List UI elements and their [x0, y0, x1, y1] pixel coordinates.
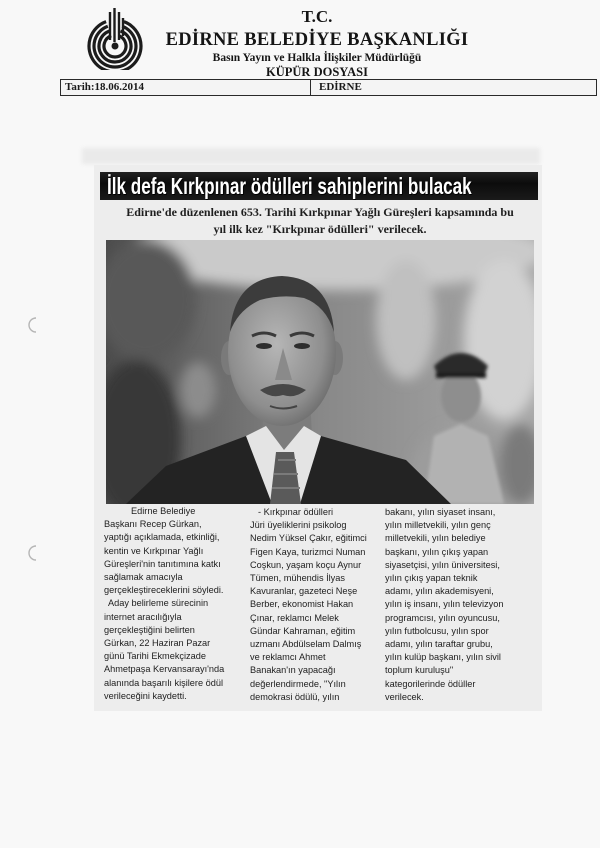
column-2-line: Figen Kaya, turizmci Numan [250, 546, 366, 557]
column-2-line: demokrasi ödülü, yılın [250, 691, 340, 702]
punch-hole-mark [24, 544, 42, 562]
column-1-line: alanında başarılı kişilere ödül [104, 677, 223, 688]
column-2-line: Coşkun, yaşam koçu Aynur [250, 559, 362, 570]
column-1-line: verileceğini kaydetti. [104, 690, 187, 701]
column-1-line: Edirne Belediye [131, 506, 196, 516]
column-3-line: bakanı, yılın siyaset insanı, [385, 507, 496, 517]
column-3-line: yılın futbolcusu, yılın spor [385, 625, 489, 636]
column-2-line: Gündar Kahraman, eğitim [250, 625, 356, 636]
column-3-line: kategorilerinde ödüller [385, 678, 476, 689]
column-2-line: Jüri üyeliklerini psikolog [250, 520, 347, 531]
article-column-2 [250, 506, 382, 704]
column-3-line: yılın milletvekili, yılın genç [385, 520, 491, 531]
column-2-line: ve reklamcı Ahmet [250, 652, 326, 663]
article-column-3 [385, 506, 533, 704]
column-3-line: başkanı, yılın çıkış yapan [385, 546, 489, 557]
column-1-line: sağlamak amacıyla [104, 572, 183, 583]
logo [86, 6, 144, 70]
column-3-line: yılın çıkış yapan teknik [385, 573, 478, 584]
subheading-line: Edirne'de düzenlenen 653. Tarihi Kırkpınar Yağlı Güreşleri kapsamında bu [126, 205, 514, 219]
column-3-line: siyasetçisi, yılın üniversitesi, [385, 559, 500, 570]
date-field: Tarih:18.06.2014 [61, 80, 311, 95]
column-1-line: Ahmetpaşa Kervansarayı'nda [104, 664, 225, 675]
institution-name: EDİRNE BELEDİYE BAŞKANLIĞI [165, 30, 469, 50]
column-1-line: gerçekleştireceklerini söyledi. [104, 585, 224, 596]
punch-hole-mark [24, 316, 42, 334]
scan-bleed-through [82, 148, 540, 164]
column-2-line: değerlendirmede, "Yılın [250, 678, 346, 689]
document-type: KÜPÜR DOSYASI [266, 65, 368, 79]
column-2-line: Banakan'ın yapacağı [250, 665, 336, 676]
column-1-line: yaptığı açıklamada, etkinliği, [104, 532, 220, 543]
column-2-line: Kavuranlar, gazeteci Neşe [250, 586, 358, 597]
column-1-line: internet aracılığıyla [104, 611, 182, 622]
column-3-line: yılın iş insanı, yılın televizyon [385, 599, 504, 610]
column-3-line: milletvekili, yılın belediye [385, 533, 486, 544]
column-2-line: uzmanı Abdülselam Dalmış [250, 639, 362, 650]
subheading-line: yıl ilk kez "Kırkpınar ödülleri" verilecek. [213, 222, 427, 236]
column-3-line: adamı, yılın taraftar grubu, [385, 639, 493, 650]
column-3-line: programcısı, yılın oyuncusu, [385, 612, 500, 623]
column-2-line: Nedim Yüksel Çakır, eğitimci [250, 533, 367, 544]
headline-bar [100, 172, 538, 200]
column-1-line: Güreşleri'nin tanıtımına katkı [104, 558, 221, 569]
headline: İlk defa Kırkpınar ödülleri sahiplerini bulacak [107, 173, 472, 199]
tc-heading: T.C. [301, 7, 333, 26]
column-3-line: verilecek. [385, 691, 424, 702]
edirne-municipality-logo-icon [86, 6, 144, 70]
department-name: Basın Yayın ve Halkla İlişkiler Müdürlüğü [212, 52, 422, 64]
column-1-line: Aday belirleme sürecinin [108, 598, 209, 609]
article-column-1 [104, 505, 240, 703]
column-2-line: Tümen, mühendis İlyas [250, 573, 345, 584]
article-photo [106, 240, 534, 504]
column-1-line: kentin ve Kırkpınar Yağlı [104, 545, 204, 556]
column-1-line: gerçekleştiğini belirten [104, 624, 195, 635]
city-field: EDİRNE [319, 81, 362, 93]
column-3-line: adamı, yılın akademisyeni, [385, 586, 494, 597]
column-2-line: Çınar, reklamcı Melek [250, 612, 339, 623]
column-2-line: Berber, ekonomist Hakan [250, 599, 354, 610]
column-3-line: yılın kulüp başkanı, yılın sivil [385, 652, 501, 663]
column-2-line: - Kırkpınar ödülleri [258, 507, 334, 517]
column-1-line: Gürkan, 22 Haziran Pazar [104, 638, 211, 649]
info-bar [60, 79, 597, 96]
column-3-line: toplum kuruluşu" [385, 665, 454, 676]
subheading [106, 204, 534, 238]
column-1-line: Başkanı Recep Gürkan, [104, 519, 202, 530]
column-1-line: günü Tarihi Ekmekçizade [104, 651, 206, 662]
